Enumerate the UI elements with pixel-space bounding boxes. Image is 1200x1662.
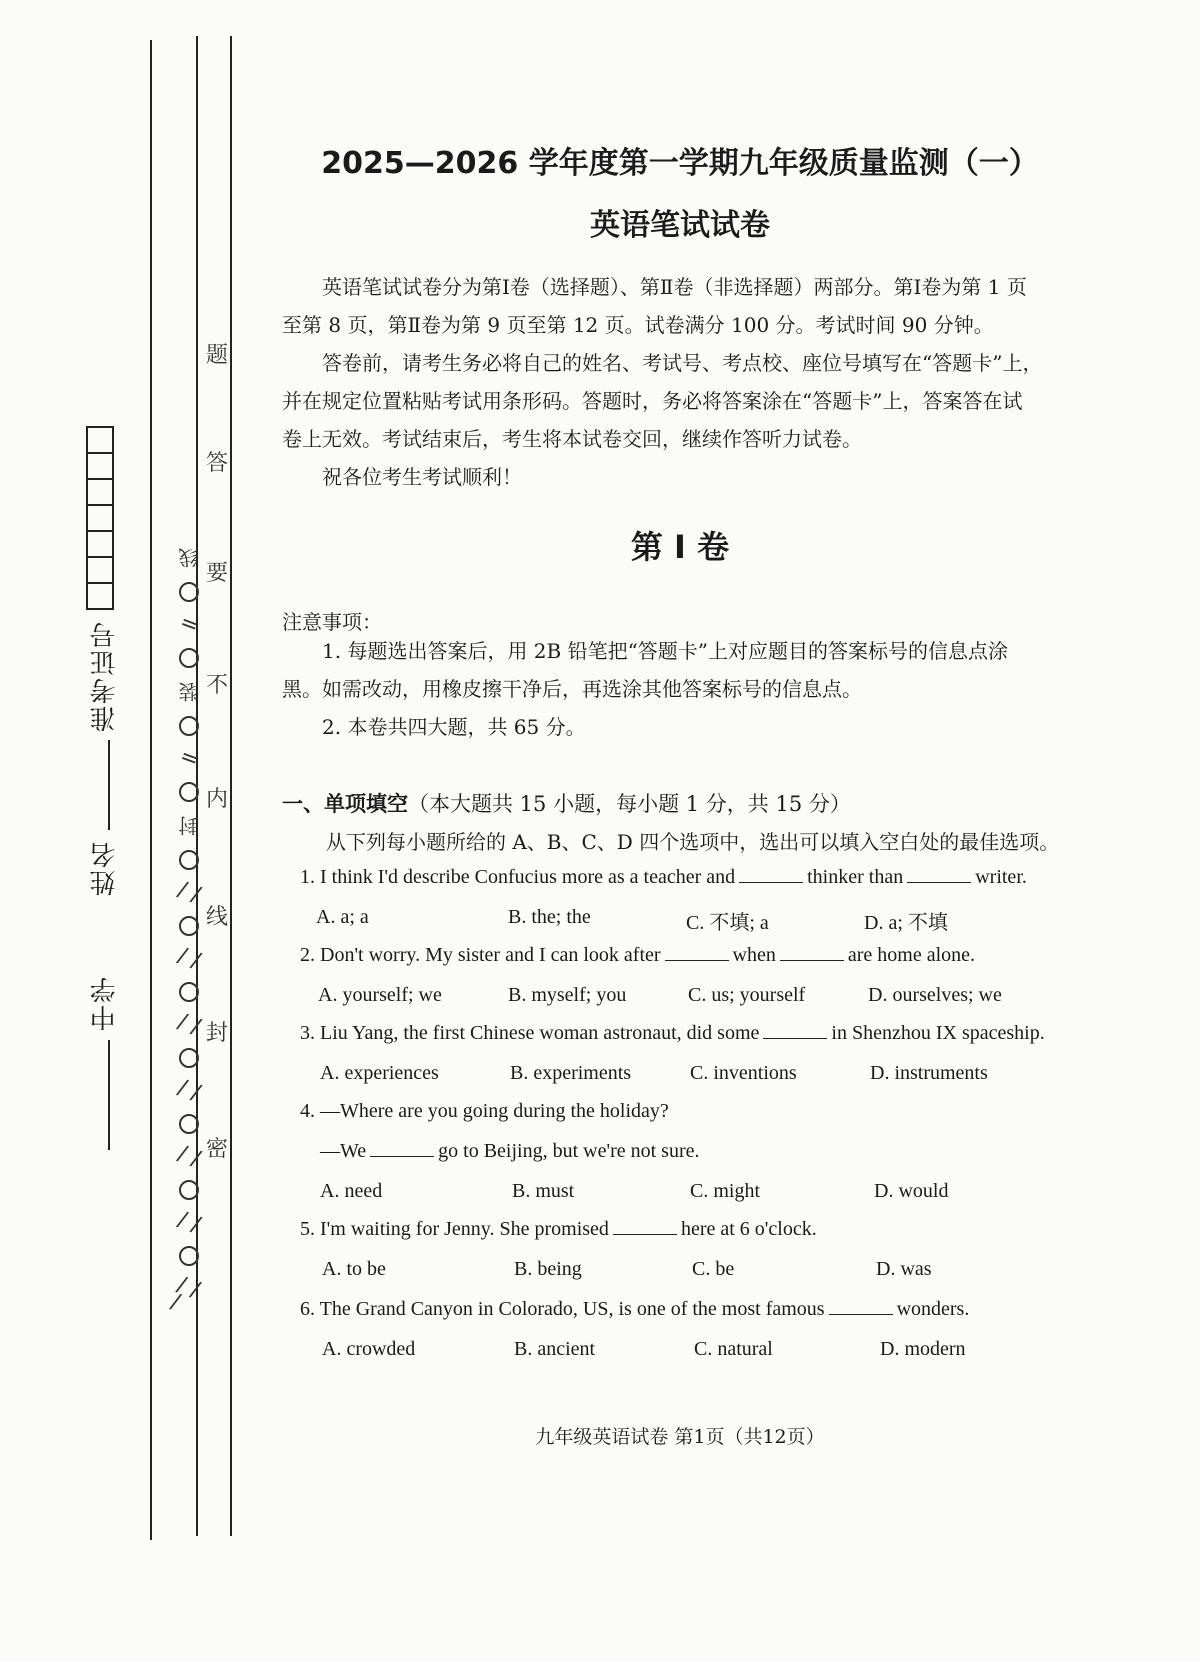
name-blank-line[interactable] — [108, 740, 110, 830]
school-label: 中学 — [90, 975, 120, 1031]
seal-circle — [179, 916, 199, 936]
option-c: C. 不填; a — [686, 912, 769, 934]
option-b: B. experiments — [510, 1062, 632, 1084]
inner-margin-char: 封 — [206, 1021, 229, 1046]
seal-char: 线 — [177, 548, 202, 568]
option-c: C. natural — [694, 1338, 773, 1360]
seal-circle — [179, 582, 199, 602]
option-a: A. to be — [322, 1258, 386, 1280]
option-c: C. might — [690, 1180, 761, 1202]
answer-blank — [739, 868, 803, 883]
exam-number-box[interactable] — [86, 530, 114, 558]
seal-dash: / / — [174, 943, 204, 975]
margin-line-inner — [230, 36, 232, 1536]
seal-dash: = — [176, 609, 203, 640]
answer-blank — [763, 1024, 827, 1039]
question-stem: 2. Don't worry. My sister and I can look after when are home alone. — [300, 944, 976, 966]
option-b: B. the; the — [508, 906, 591, 928]
inner-margin-char: 内 — [206, 787, 229, 812]
inner-margin-char: 要 — [206, 561, 229, 586]
inner-margin-char: 题 — [206, 343, 229, 368]
intro-paragraph — [282, 268, 1102, 496]
question-stem: 5. I'm waiting for Jenny. She promised here at 6 o'clock. — [300, 1218, 817, 1240]
seal-circle — [179, 850, 199, 870]
option-b: B. must — [512, 1180, 575, 1202]
answer-blank — [370, 1142, 434, 1157]
option-a: A. yourself; we — [318, 984, 442, 1006]
option-d: D. a; 不填 — [864, 912, 948, 934]
option-c: C. inventions — [690, 1062, 797, 1084]
part-instruction: 从下列每小题所给的 A、B、C、D 四个选项中，选出可以填入空白处的最佳选项。 — [326, 830, 1060, 854]
option-b: B. myself; you — [508, 984, 627, 1006]
seal-circle — [179, 1180, 199, 1200]
option-a: A. crowded — [322, 1338, 416, 1360]
exam-number-label: 准考证号 — [90, 620, 120, 732]
intro-line: 至第 8 页，第Ⅱ卷为第 9 页至第 12 页。试卷满分 100 分。考试时间 90 分钟。 — [282, 313, 994, 337]
seal-dash: / / — [174, 1009, 204, 1041]
question-stem: 1. I think I'd describe Confucius more as a teacher and thinker than writer. — [300, 866, 1027, 888]
answer-blank — [780, 946, 844, 961]
name-label: 姓名 — [90, 840, 120, 896]
inner-margin-char: 线 — [206, 905, 229, 930]
notes-heading: 注意事项： — [282, 610, 382, 634]
page-footer: 九年级英语试卷 第1页（共12页） — [535, 1426, 825, 1448]
option-a: A. experiences — [320, 1062, 439, 1084]
option-a: A. need — [320, 1180, 383, 1202]
seal-dash: / / — [174, 1207, 204, 1239]
seal-circle — [179, 1048, 199, 1068]
question-stem: 4. —Where are you going during the holiday? — [300, 1100, 669, 1122]
answer-blank — [613, 1220, 677, 1235]
option-c: C. us; yourself — [688, 984, 806, 1006]
exam-title: 2025—2026 学年度第一学期九年级质量监测（一） — [321, 146, 1039, 181]
option-d: D. instruments — [870, 1062, 988, 1084]
margin-line-outer — [150, 40, 152, 1540]
exam-number-box[interactable] — [86, 426, 114, 454]
inner-margin-char: 不 — [206, 673, 229, 698]
exam-number-box[interactable] — [86, 556, 114, 584]
answer-blank — [829, 1300, 893, 1315]
option-d: D. would — [874, 1180, 949, 1202]
seal-char: 封 — [177, 816, 202, 836]
seal-circle — [179, 782, 199, 802]
seal-circle — [179, 716, 199, 736]
intro-line: 并在规定位置粘贴考试用条形码。答题时，务必将答案涂在“答题卡”上，答案答在试 — [282, 389, 1023, 413]
exam-number-box[interactable] — [86, 478, 114, 506]
question-stem: 3. Liu Yang, the first Chinese woman astronaut, did some in Shenzhou IX spaceship. — [300, 1022, 1045, 1044]
notes-body — [282, 632, 1102, 746]
note-item: 1. 每题选出答案后，用 2B 铅笔把“答题卡”上对应题目的答案标号的信息点涂 — [322, 639, 1009, 663]
question-stem: 6. The Grand Canyon in Colorado, US, is one of the most famous wonders. — [300, 1298, 970, 1320]
option-a: A. a; a — [316, 906, 369, 928]
intro-line: 祝各位考生考试顺利！ — [322, 465, 522, 489]
option-b: B. ancient — [514, 1338, 596, 1360]
exam-number-box[interactable] — [86, 582, 114, 610]
note-item: 黑。如需改动，用橡皮擦干净后，再选涂其他答案标号的信息点。 — [282, 677, 862, 701]
option-b: B. being — [514, 1258, 582, 1280]
inner-margin-char: 密 — [206, 1137, 229, 1162]
intro-line: 卷上无效。考试结束后，考生将本试卷交回，继续作答听力试卷。 — [282, 427, 862, 451]
part-heading-title: 一、单项填空 — [282, 792, 408, 816]
answer-blank — [907, 868, 971, 883]
option-d: D. ourselves; we — [868, 984, 1002, 1006]
seal-char: 装 — [177, 682, 202, 702]
seal-circle — [179, 648, 199, 668]
note-item: 2. 本卷共四大题，共 65 分。 — [322, 715, 586, 739]
answer-blank — [665, 946, 729, 961]
option-d: D. modern — [880, 1338, 966, 1360]
seal-dash: / / / — [167, 1272, 203, 1316]
inner-margin-char: 答 — [206, 451, 229, 476]
intro-line: 答卷前，请考生务必将自己的姓名、考试号、考点校、座位号填写在“答题卡”上， — [322, 351, 1043, 375]
section-title: 第 I 卷 — [630, 528, 730, 566]
seal-dash: = — [176, 743, 203, 774]
seal-dash: / / — [174, 1075, 204, 1107]
seal-circle — [179, 1114, 199, 1134]
option-c: C. be — [692, 1258, 735, 1280]
intro-line: 英语笔试试卷分为第Ⅰ卷（选择题）、第Ⅱ卷（非选择题）两部分。第Ⅰ卷为第 1 页 — [322, 275, 1027, 299]
seal-line-column — [167, 548, 204, 1316]
exam-number-box[interactable] — [86, 504, 114, 532]
question-stem-line2: —We go to Beijing, but we're not sure. — [320, 1140, 700, 1162]
part-heading — [282, 788, 851, 818]
part-heading-detail: （本大题共 15 小题，每小题 1 分，共 15 分） — [408, 792, 851, 816]
exam-number-box[interactable] — [86, 452, 114, 480]
seal-circle — [179, 982, 199, 1002]
exam-subtitle: 英语笔试试卷 — [590, 208, 770, 243]
school-blank-line — [108, 1040, 110, 1150]
seal-circle — [179, 1246, 199, 1266]
option-d: D. was — [876, 1258, 932, 1280]
seal-dash: / / — [174, 1141, 204, 1173]
seal-dash: / / — [174, 877, 204, 909]
